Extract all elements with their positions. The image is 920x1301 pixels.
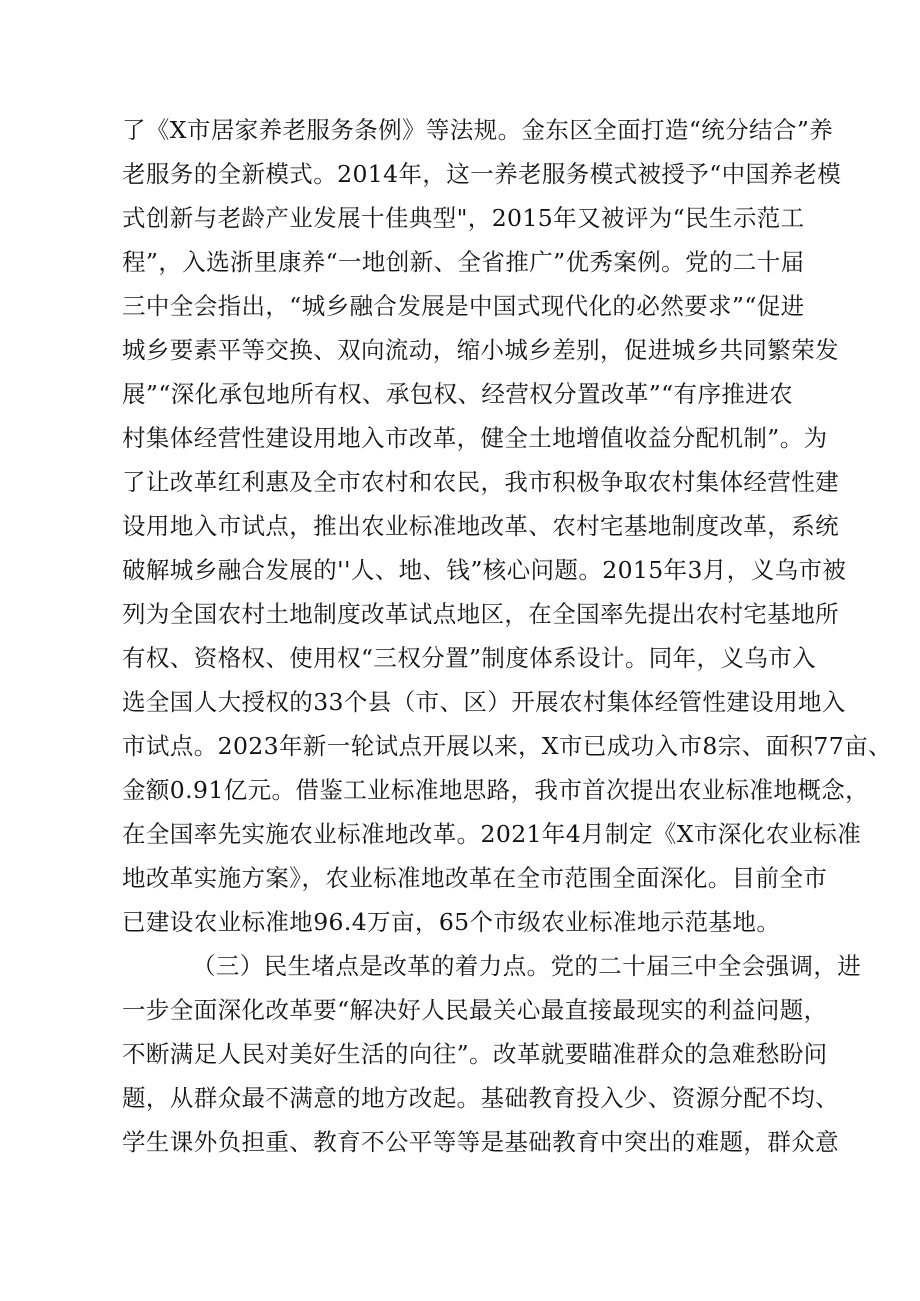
text-line: 一步全面深化改革要“解决好人民最关心最直接最现实的利益问题， bbox=[122, 996, 828, 1024]
text-line: 不断满足人民对美好生活的向往”。改革就要瞄准群众的急难愁盼问 bbox=[122, 1040, 828, 1068]
text-line: 老服务的全新模式。2014年，这一养老服务模式被授予“中国养老模 bbox=[122, 160, 842, 188]
text-line: 已建设农业标准地96.4万亩，65个市级农业标准地示范基地。 bbox=[122, 908, 781, 936]
text-line: 村集体经营性建设用地入市改革，健全土地增值收益分配机制”。为 bbox=[122, 424, 828, 452]
text-line: 了《X市居家养老服务条例》等法规。金东区全面打造“统分结合”养 bbox=[122, 116, 834, 144]
section-heading-line: （三）民生堵点是改革的着力点。党的二十届三中全会强调，进 bbox=[192, 952, 862, 980]
text-line: 选全国人大授权的33个县（市、区）开展农村集体经管性建设用地入 bbox=[122, 688, 846, 716]
text-line: 设用地入市试点，推出农业标准地改革、农村宅基地制度改革，系统 bbox=[122, 512, 839, 540]
text-line: 题，从群众最不满意的地方改起。基础教育投入少、资源分配不均、 bbox=[122, 1084, 839, 1112]
text-line: 程”，入选浙里康养“一地创新、全省推广”优秀案例。党的二十届 bbox=[122, 248, 805, 276]
text-line: 展”“深化承包地所有权、承包权、经营权分置改革”“有序推进农 bbox=[122, 380, 794, 408]
text-line: 破解城乡融合发展的''人、地、钱”核心问题。2015年3月，义乌市被 bbox=[122, 556, 847, 584]
text-line: 式创新与老龄产业发展十佳典型"，2015年又被评为“民生示范工 bbox=[122, 204, 805, 232]
text-line: 城乡要素平等交换、双向流动，缩小城乡差别，促进城乡共同繁荣发 bbox=[122, 336, 839, 364]
text-line: 在全国率先实施农业标准地改革。2021年4月制定《X市深化农业标准 bbox=[122, 820, 862, 848]
text-line: 了让改革红利惠及全市农村和农民，我市积极争取农村集体经营性建 bbox=[122, 468, 839, 496]
text-line: 地改革实施方案》，农业标准地改革在全市范围全面深化。目前全市 bbox=[122, 864, 828, 892]
text-line: 学生课外负担重、教育不公平等等是基础教育中突出的难题，群众意 bbox=[122, 1128, 839, 1156]
text-line: 有权、资格权、使用权“三权分置”制度体系设计。同年，义乌市入 bbox=[122, 644, 817, 672]
text-line: 列为全国农村土地制度改革试点地区，在全国率先提出农村宅基地所 bbox=[122, 600, 839, 628]
text-line: 三中全会指出，“城乡融合发展是中国式现代化的必然要求”“促进 bbox=[122, 292, 805, 320]
text-line: 市试点。2023年新一轮试点开展以来，X市已成功入市8宗、面积77亩、 bbox=[122, 732, 892, 760]
text-line: 金额0.91亿元。借鉴工业标准地思路，我市首次提出农业标准地概念， bbox=[122, 776, 870, 804]
